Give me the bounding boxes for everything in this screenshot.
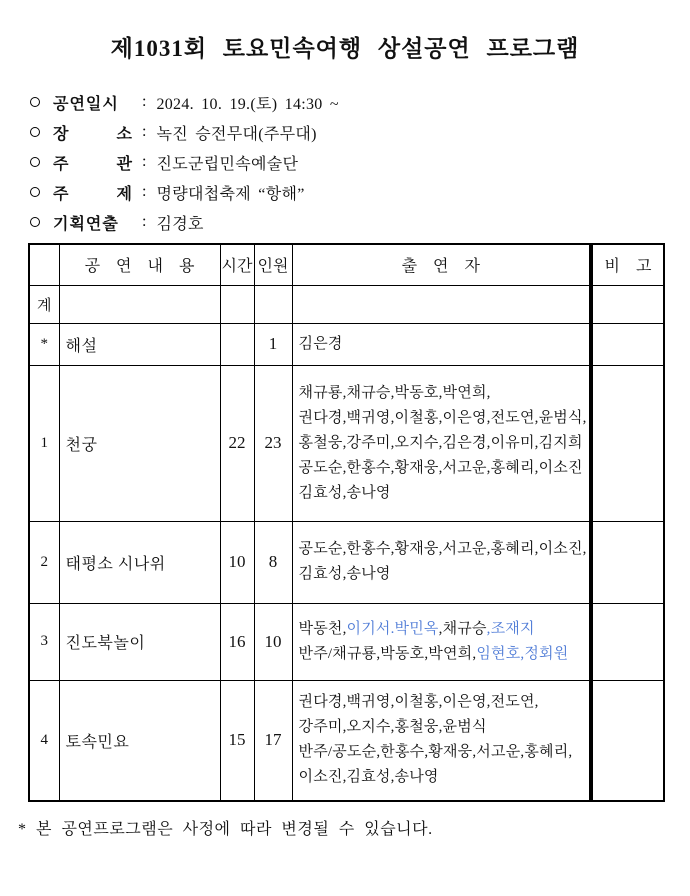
meta-value: 진도군립민속예술단 <box>156 155 299 173</box>
bullet-circle-icon <box>30 187 40 197</box>
cell-content: 진도북놀이 <box>59 603 220 680</box>
cell-remarks <box>591 603 664 680</box>
cell-performers: 김은경 <box>292 323 591 365</box>
cell-num: 4 <box>29 680 59 801</box>
cell-performers: 박동천,이기서.박민옥,채규승,조재지 반주/채규룡,박동호,박연희,임현호,정회원 <box>292 603 591 680</box>
cell-time: 16 <box>220 603 254 680</box>
table-row-2 <box>29 521 664 603</box>
cell-time <box>220 323 254 365</box>
page-title: 제1031회 토요민속여행 상설공연 프로그램 <box>110 36 580 61</box>
table-row-1 <box>29 365 664 521</box>
meta-value: 명량대첩축제 “항해” <box>156 185 305 203</box>
bullet-circle-icon <box>30 97 40 107</box>
cell-content: 천궁 <box>59 365 220 521</box>
meta-item-venue <box>30 117 690 147</box>
meta-separator: : <box>142 123 147 140</box>
bullet-circle-icon <box>30 217 40 227</box>
meta-value: 2024. 10. 19.(토) 14:30 ~ <box>156 95 339 113</box>
cell-content: 해설 <box>59 323 220 365</box>
header-performers: 출 연 자 <box>292 244 591 285</box>
cell-num: 1 <box>29 365 59 521</box>
footnote: * 본 공연프로그램은 사정에 따라 변경될 수 있습니다. <box>18 821 433 838</box>
meta-separator: : <box>142 153 147 170</box>
cell-content: 토속민요 <box>59 680 220 801</box>
header-people: 인원 <box>254 244 292 285</box>
meta-label: 기획연출 <box>53 215 119 233</box>
meta-separator: : <box>142 93 147 110</box>
meta-item-director <box>30 207 690 237</box>
cell-people: 10 <box>254 603 292 680</box>
cell-people: 23 <box>254 365 292 521</box>
meta-item-performance-datetime <box>30 87 690 117</box>
table-header-row <box>29 244 664 285</box>
header-performance-content: 공 연 내 용 <box>59 244 220 285</box>
cell-remarks <box>591 323 664 365</box>
header-time: 시간 <box>220 244 254 285</box>
table-row-3 <box>29 603 664 680</box>
meta-label: 공연일시 <box>53 95 119 113</box>
meta-value: 김경호 <box>156 215 204 233</box>
cell-num: * <box>29 323 59 365</box>
cell-people <box>254 285 292 323</box>
meta-value: 녹진 승전무대(주무대) <box>156 125 317 143</box>
cell-content <box>59 285 220 323</box>
cell-performers <box>292 285 591 323</box>
cell-num: 계 <box>29 285 59 323</box>
cell-people: 8 <box>254 521 292 603</box>
meta-item-theme <box>30 177 690 207</box>
program-table <box>28 243 665 802</box>
meta-label: 장 소 <box>53 125 133 143</box>
header-remarks: 비 고 <box>591 244 664 285</box>
cell-time <box>220 285 254 323</box>
cell-people: 1 <box>254 323 292 365</box>
cell-time: 22 <box>220 365 254 521</box>
cell-remarks <box>591 521 664 603</box>
header-index <box>29 244 59 285</box>
table-row-narration <box>29 323 664 365</box>
bullet-circle-icon <box>30 127 40 137</box>
cell-remarks <box>591 680 664 801</box>
table-row-total <box>29 285 664 323</box>
cell-time: 15 <box>220 680 254 801</box>
cell-num: 2 <box>29 521 59 603</box>
meta-separator: : <box>142 183 147 200</box>
cell-remarks <box>591 285 664 323</box>
program-meta <box>30 87 690 237</box>
meta-separator: : <box>142 213 147 230</box>
cell-performers: 권다경,백귀영,이철홍,이은영,전도연, 강주미,오지수,홍철웅,윤범식 반주/공도순,한홍수,황재웅,서고운,홍혜리, 이소진,김효성,송나영 <box>292 680 591 801</box>
cell-people: 17 <box>254 680 292 801</box>
table-row-4 <box>29 680 664 801</box>
meta-label: 주 제 <box>53 185 133 203</box>
cell-performers: 채규룡,채규승,박동호,박연희, 권다경,백귀영,이철홍,이은영,전도연,윤범식, 홍철웅,강주미,오지수,김은경,이유미,김지희 공도순,한홍수,황재웅,서고운,홍혜리,이소진 김효성,송나영 <box>292 365 591 521</box>
cell-time: 10 <box>220 521 254 603</box>
bullet-circle-icon <box>30 157 40 167</box>
meta-label: 주 관 <box>53 155 133 173</box>
cell-content: 태평소 시나위 <box>59 521 220 603</box>
cell-remarks <box>591 365 664 521</box>
meta-item-organizer <box>30 147 690 177</box>
cell-performers: 공도순,한홍수,황재웅,서고운,홍혜리,이소진, 김효성,송나영 <box>292 521 591 603</box>
cell-num: 3 <box>29 603 59 680</box>
